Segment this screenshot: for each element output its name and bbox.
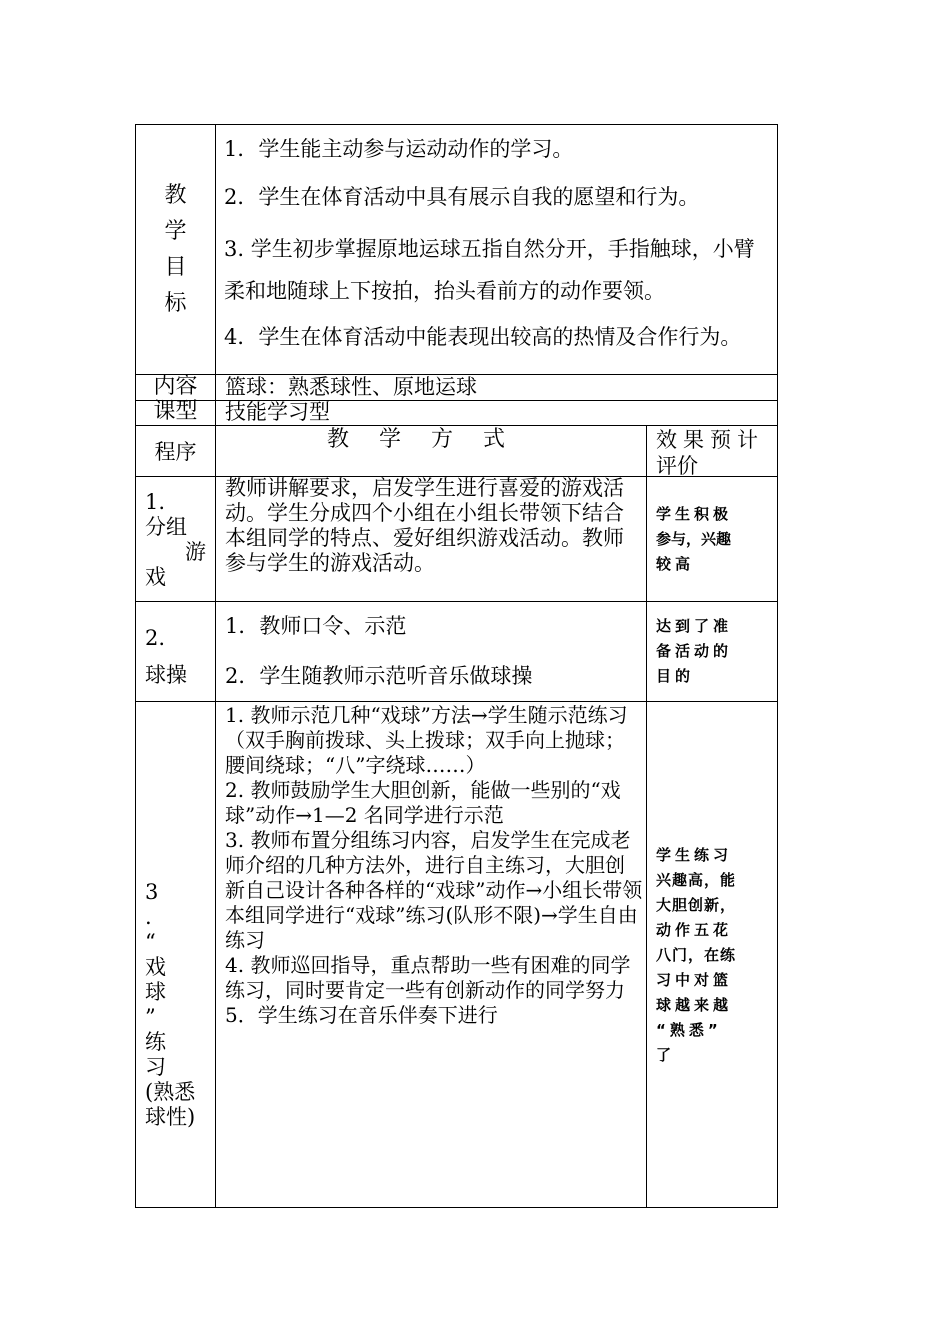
goals-label xyxy=(136,178,215,322)
goals-label-char-3: 目 xyxy=(164,255,187,280)
goal-item-2: 2．学生在体育活动中具有展示自我的愿望和行为。 xyxy=(224,185,700,209)
step-3-evaluation xyxy=(656,843,774,1068)
content-label: 内容 xyxy=(153,374,198,399)
procedure-header: 程序 xyxy=(154,440,197,464)
step-3-evaluation-line-2: 兴趣高，能 xyxy=(656,871,737,889)
step-3-evaluation-line-3: 大胆创新， xyxy=(656,896,737,914)
step-3-name-line-1: “ 戏 xyxy=(145,930,180,979)
step-1-evaluation-line-3: 较高 xyxy=(656,555,695,573)
step-1-number: 1. xyxy=(145,490,166,514)
goals-label-char-1: 教 xyxy=(164,183,187,208)
step-3-item-2: 2. 教师鼓励学生大胆创新，能做一些别的“戏球”动作→1—2 名同学进行示范 xyxy=(225,778,621,827)
step-3-item-3: 3. 教师布置分组练习内容，启发学生在完成老师介绍的几种方法外，进行自主练习，大胆创新自己设计各种各样的“戏球”动作→小组长带领本组同学进行“戏球”练习(队形不限)→学生自由练习 xyxy=(225,828,643,952)
step-2-name: 球操 xyxy=(145,663,187,687)
row-divider-5 xyxy=(135,601,778,602)
goal-item-3: 3. 学生初步掌握原地运球五指自然分开，手指触球，小臂柔和地随球上下按拍，抬头看前方的动作要领。 xyxy=(224,237,755,303)
table-border-bottom xyxy=(135,1207,778,1208)
step-2-evaluation xyxy=(656,614,774,689)
step-3-item-4: 4. 教师巡回指导，重点帮助一些有困难的同学练习，同时要肯定一些有创新动作的同学努力 xyxy=(225,953,631,1002)
step-3-method xyxy=(225,703,643,1028)
step-2-item-1: 1．教师口令、示范 xyxy=(225,614,407,638)
step-3-evaluation-line-4: 动作五花 xyxy=(656,921,733,939)
step-2-evaluation-line-3: 目的 xyxy=(656,667,695,685)
step-3-name-line-2: 球 ” xyxy=(145,980,188,1029)
step-3-evaluation-line-6: 习中对篮 xyxy=(656,971,733,989)
step-3-evaluation-line-5: 八门，在练 xyxy=(656,946,737,964)
step-3-item-5: 5．学生练习在音乐伴奏下进行 xyxy=(225,1003,498,1027)
goal-item-4: 4．学生在体育活动中能表现出较高的热情及合作行为。 xyxy=(224,325,742,349)
step-1-evaluation-line-1: 学生积极 xyxy=(656,505,733,523)
evaluation-header xyxy=(656,427,774,479)
step-1-name-line-1: 分组 xyxy=(145,515,187,539)
step-2-label xyxy=(145,626,211,688)
step-2-evaluation-line-2: 备活动的 xyxy=(656,642,733,660)
step-3-evaluation-line-8: “熟悉” xyxy=(656,1021,722,1039)
step-3-evaluation-line-7: 球越来越 xyxy=(656,996,733,1014)
step-2-method xyxy=(225,613,641,690)
lesson-type-label: 课型 xyxy=(153,399,198,424)
column-divider-evaluation xyxy=(646,425,647,1208)
step-3-name-line-4: (熟悉 xyxy=(145,1080,196,1104)
step-2-item-2: 2．学生随教师示范听音乐做球操 xyxy=(225,664,533,688)
step-3-item-1: 1. 教师示范几种“戏球”方法→学生随示范练习（双手胸前拨球、头上拨球；双手向上抛球；腰间绕球；“八”字绕球……） xyxy=(225,703,628,777)
step-3-evaluation-line-1: 学生练习 xyxy=(656,846,733,864)
table-border-right xyxy=(777,124,778,1208)
step-2-evaluation-line-1: 达到了准 xyxy=(656,617,733,635)
step-3-name-line-3: 练 习 xyxy=(145,1030,176,1079)
step-1-label xyxy=(145,490,211,590)
step-1-name-line-3: 戏 xyxy=(145,565,166,589)
method-header: 教学方式 xyxy=(326,427,535,452)
goals-label-char-2: 学 xyxy=(164,219,187,244)
evaluation-header-line-1: 效果预计 xyxy=(656,428,764,452)
step-3-number: 3 . xyxy=(145,880,177,929)
step-3-label xyxy=(145,880,209,1130)
column-divider-label xyxy=(215,124,216,1208)
step-1-method: 教师讲解要求，启发学生进行喜爱的游戏活动。学生分成四个小组在小组长带领下结合本组同学的特点、爱好组织游戏活动。教师参与学生的游戏活动。 xyxy=(225,476,624,575)
content-value: 篮球：熟悉球性、原地运球 xyxy=(225,375,477,399)
step-3-name-line-5: 球性) xyxy=(145,1105,196,1129)
evaluation-header-line-2: 评价 xyxy=(656,454,698,478)
step-3-evaluation-line-9: 了 xyxy=(656,1046,676,1064)
goals-label-char-4: 标 xyxy=(164,291,187,316)
goals-content xyxy=(224,134,774,354)
goal-item-1: 1．学生能主动参与运动动作的学习。 xyxy=(224,137,574,161)
row-divider-6 xyxy=(135,701,778,702)
lesson-type-value: 技能学习型 xyxy=(225,400,330,424)
step-1-evaluation-line-2: 参与，兴趣 xyxy=(656,530,732,548)
step-1-evaluation xyxy=(656,502,774,577)
step-1-name-line-2: 游 xyxy=(185,540,206,564)
step-2-number: 2. xyxy=(145,626,166,650)
table-border-top xyxy=(135,124,778,125)
